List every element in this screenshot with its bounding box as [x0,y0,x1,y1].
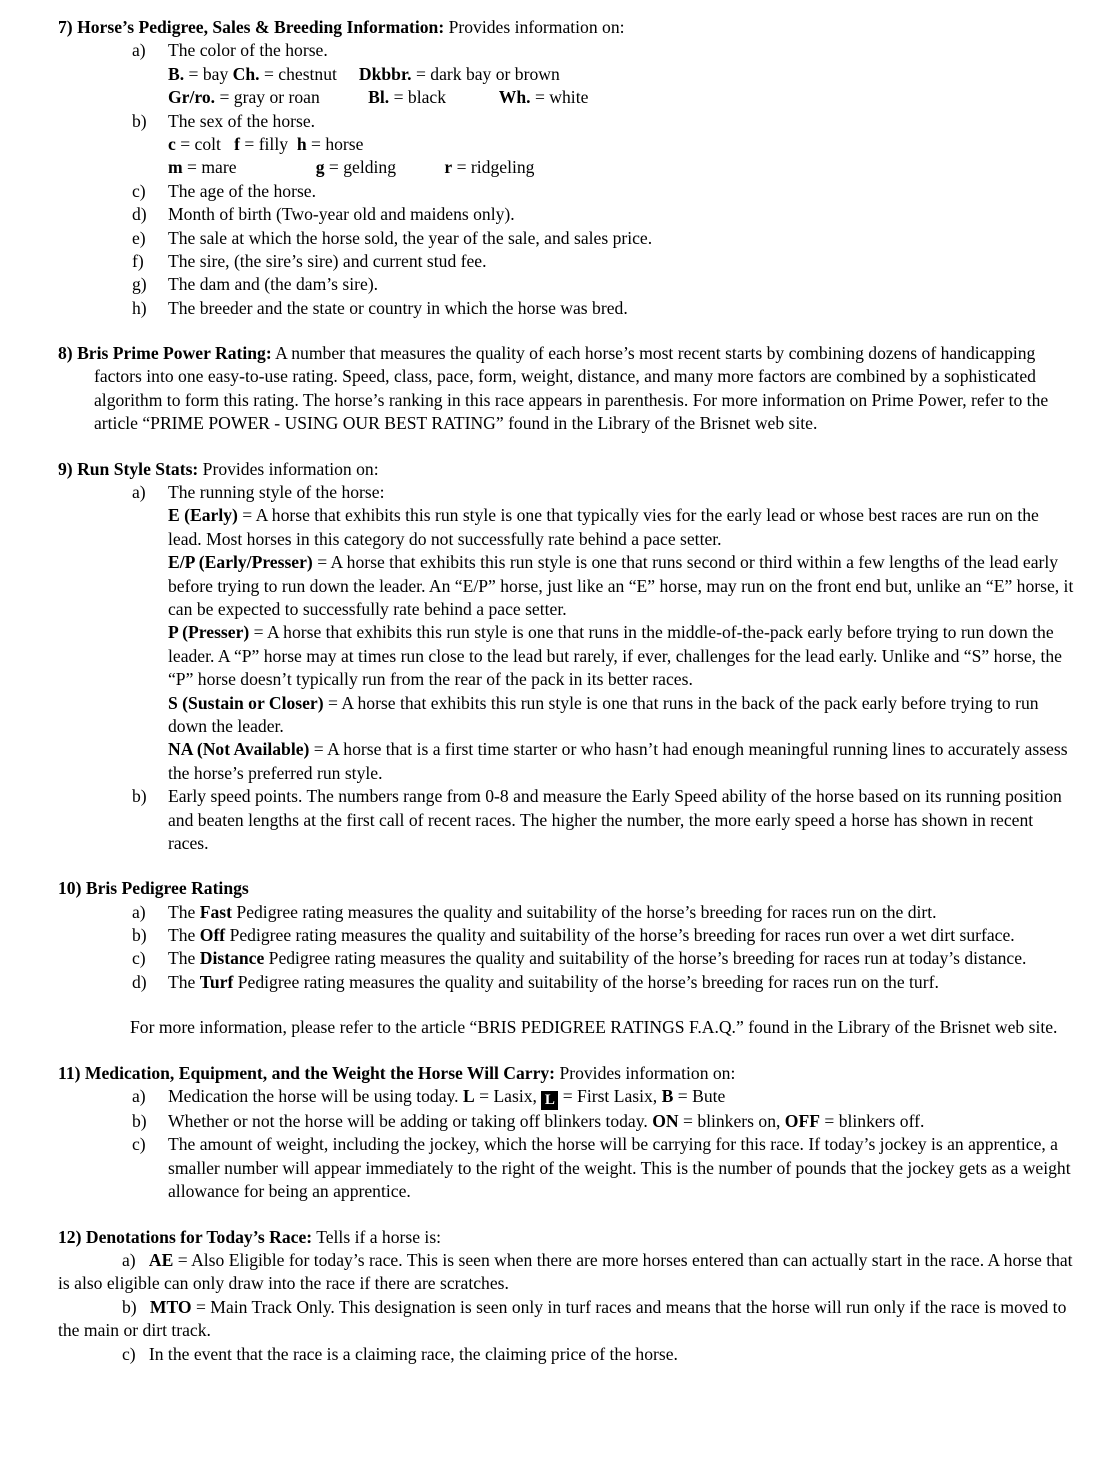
list-marker: a) [132,1086,146,1107]
list-marker: b) [132,110,147,131]
run-style-code-na: NA (Not Available) [168,739,310,760]
run-style-presser [58,621,1075,691]
run-style-def-s: = A horse that exhibits this run style is one that runs in the back of the pack early before trying to run down the leader. [168,692,1039,736]
section-11-title: Medication, Equipment, and the Weight the Horse Will Carry: [84,1062,556,1083]
sex-def-filly: = filly [239,133,297,154]
run-style-def-e: = A horse that exhibits this run style is one that typically vies for the early lead or whose best races are run on the lead. Most horses in this category do not successfully rate behind a pace setter. [168,505,1039,549]
list-item-text: = Also Eligible for today’s race. This is seen when there are more horses entered than can actually start in the race. A horse that is also eligible can only draw into the race if there are scratches. [58,1249,1073,1294]
list-item-7e [58,227,1075,250]
medication-text-3: = First Lasix, [558,1086,662,1107]
list-marker: c) [132,1134,146,1155]
section-10-heading [58,877,1075,900]
list-item-text: The dam and (the dam’s sire). [168,274,379,295]
list-marker: e) [132,227,146,248]
list-item-11c [58,1133,1075,1203]
section-7-heading [58,16,1075,39]
spacer [58,855,1075,877]
list-marker: a) [132,40,146,61]
section-9-items [58,481,1075,855]
list-marker: b) [132,925,147,946]
list-item-10d [58,971,1075,994]
pedigree-rating-fast: Fast [199,901,233,922]
color-code-wh: Wh. [498,87,531,108]
color-def-black: = black [389,87,499,108]
section-8-title: Bris Prime Power Rating: [77,343,272,364]
blinkers-text-2: = blinkers on, [678,1111,785,1132]
color-def-darkbay: = dark bay or brown [411,63,560,84]
color-def-chestnut: = chestnut [259,63,359,84]
sex-abbrev-row-2 [58,156,1075,179]
list-item-7g [58,273,1075,296]
sex-def-colt: = colt [175,133,235,154]
color-def-bay: = bay [184,63,233,84]
list-item-text: The color of the horse. [168,40,328,61]
spacer [58,320,1075,342]
sex-def-horse: = horse [306,133,364,154]
blinkers-on-code: ON [652,1111,679,1132]
list-marker: b) [132,786,147,807]
section-10-number: 10) [58,878,82,899]
list-marker: g) [132,274,147,295]
spacer [58,436,1075,458]
color-def-white: = white [530,87,589,108]
section-8-heading [58,342,1075,436]
list-marker: h) [132,297,147,318]
list-item-post: Pedigree rating measures the quality and suitability of the horse’s breeding for races run over a wet dirt surface. [225,925,1015,946]
run-style-def-p: = A horse that exhibits this run style is one that runs in the middle-of-the-pack early before trying to run down the leader. A “P” horse may at times run close to the lead but rarely, if ever, challenges for the lead early. Unlike and “S” horse, the “P” horse doesn’t typically run from the rear of the pack in its better races. [168,622,1062,690]
section-11 [58,1062,1075,1204]
list-item-7b [58,110,1075,133]
list-item-pre: The [168,948,200,969]
section-10-items [58,901,1075,995]
section-12-title: Denotations for Today’s Race: [85,1226,313,1247]
list-item-7h [58,297,1075,320]
color-code-dkbbr: Dkbbr. [358,63,412,84]
section-12-heading [58,1226,1075,1249]
run-style-code-e: E (Early) [168,505,238,526]
list-item-12a [58,1249,1075,1296]
section-7-number: 7) [58,17,73,37]
section-10-title: Bris Pedigree Ratings [85,878,249,899]
section-10-footnote: For more information, please refer to the article “BRIS PEDIGREE RATINGS F.A.Q.” found in the Library of the Brisnet web site. [130,1017,1058,1038]
sex-def-ridgeling: = ridgeling [452,157,535,178]
color-code-bl: Bl. [368,87,390,108]
list-marker: b) [122,1296,137,1317]
run-style-sustain [58,692,1075,739]
section-7 [58,16,1075,320]
list-marker: a) [122,1249,136,1270]
sex-def-mare: = mare [182,157,316,178]
list-item-pre: The [168,901,200,922]
blinkers-text-1: Whether or not the horse will be adding or taking off blinkers today. [168,1111,653,1132]
list-marker: a) [132,901,146,922]
list-item-pre: The [168,971,200,992]
list-item-10c [58,947,1075,970]
pedigree-rating-turf: Turf [199,971,234,992]
denotation-code-mto: MTO [149,1296,192,1317]
run-style-code-ep: E/P (Early/Presser) [168,552,313,573]
sex-code-g: g [315,157,325,178]
run-style-not-available [58,738,1075,785]
blinkers-text-3: = blinkers off. [819,1111,925,1132]
section-8-number: 8) [58,343,73,364]
list-marker: c) [132,948,146,969]
run-style-code-p: P (Presser) [168,622,250,643]
first-lasix-boxed-icon: L [541,1091,558,1110]
section-12-number: 12) [58,1226,82,1247]
run-style-def-na: = A horse that is a first time starter or who hasn’t had enough meaningful running lines to accurately assess the horse’s preferred run style. [168,739,1068,783]
run-style-code-s: S (Sustain or Closer) [168,692,324,713]
section-7-items [58,39,1075,320]
list-item-text: The age of the horse. [168,180,317,201]
section-9 [58,458,1075,856]
sex-def-gelding: = gelding [324,157,445,178]
section-9-heading [58,458,1075,481]
pedigree-rating-distance: Distance [199,948,265,969]
list-item-text: In the event that the race is a claiming race, the claiming price of the horse. [148,1343,678,1364]
list-item-post: Pedigree rating measures the quality and suitability of the horse’s breeding for races run on the turf. [233,971,939,992]
list-item-text: Month of birth (Two-year old and maidens only). [168,204,515,225]
list-item-9b [58,785,1075,855]
list-item-text: The sale at which the horse sold, the year of the sale, and sales price. [168,227,653,248]
list-item-text: The running style of the horse: [168,482,385,503]
list-item-12b [58,1296,1075,1343]
list-item-text: The sire, (the sire’s sire) and current stud fee. [168,250,487,271]
section-9-number: 9) [58,458,73,479]
medication-text-1: Medication the horse will be using today. [168,1086,463,1107]
color-code-b: B. [168,63,185,84]
section-8 [58,342,1075,436]
list-item-9a [58,481,1075,504]
denotation-code-ae: AE [148,1249,174,1270]
list-marker: c) [132,180,146,201]
list-item-7d [58,203,1075,226]
list-item-12c [58,1343,1075,1366]
section-9-title: Run Style Stats: [77,458,199,479]
color-abbrev-row-2 [58,86,1075,109]
section-10 [58,877,1075,1039]
list-item-text: The amount of weight, including the jockey, which the horse will be carrying for this race. If today’s jockey is an apprentice, a smaller number will appear immediately to the right of the weight. This is the number of pounds that the jockey gets as a weight allowance for being an apprentice. [168,1134,1071,1202]
sex-code-r: r [444,157,453,178]
section-9-lead: Provides information on: [198,458,379,479]
list-marker: a) [132,482,146,503]
sex-code-f: f [234,133,240,154]
section-12 [58,1226,1075,1366]
section-7-title: Horse’s Pedigree, Sales & Breeding Information: [77,17,445,37]
run-style-early [58,504,1075,551]
list-item-text: The sex of the horse. [168,110,316,131]
section-12-items [58,1249,1075,1366]
medication-text-2: = Lasix, [474,1086,542,1107]
list-marker: d) [132,971,147,992]
blinkers-off-code: OFF [784,1111,820,1132]
lasix-code: L [462,1086,475,1107]
list-marker: b) [132,1111,147,1132]
spacer [58,1040,1075,1062]
list-item-10b [58,924,1075,947]
section-8-body: A number that measures the quality of each horse’s most recent starts by combining dozens of handicapping factors into one easy-to-use rating. Speed, class, pace, form, weight, distance, and many more factors are combined by a sophisticated algorithm to form this rating. The horse’s ranking in this race appears in parenthesis. For more information on Prime Power, refer to the article “PRIME POWER - USING OUR BEST RATING” found in the Library of the Brisnet web site. [94,343,1049,434]
sex-code-c: c [168,133,176,154]
section-11-lead: Provides information on: [555,1062,736,1083]
section-11-heading [58,1062,1075,1085]
list-item-pre: The [168,925,200,946]
list-item-post: Pedigree rating measures the quality and suitability of the horse’s breeding for races run on the dirt. [232,901,937,922]
section-12-lead: Tells if a horse is: [312,1226,442,1247]
list-marker: f) [132,250,144,271]
list-item-11b [58,1110,1075,1133]
list-item-7c [58,180,1075,203]
sex-abbrev-row-1 [58,133,1075,156]
spacer [58,1204,1075,1226]
section-11-number: 11) [58,1062,81,1083]
color-abbrev-row-1 [58,63,1075,86]
bute-code: B [661,1086,674,1107]
sex-code-h: h [296,133,307,154]
list-item-7f [58,250,1075,273]
list-marker: d) [132,204,147,225]
color-code-ch: Ch. [232,63,260,84]
list-item-11a [58,1085,1075,1110]
list-item-10a [58,901,1075,924]
color-def-gray: = gray or roan [215,87,369,108]
section-7-lead: Provides information on: [444,17,625,37]
list-item-text: The breeder and the state or country in which the horse was bred. [168,297,628,318]
list-item-7a [58,39,1075,62]
medication-text-4: = Bute [673,1086,726,1107]
run-style-def-ep: = A horse that exhibits this run style is one that runs second or third within a few lengths of the lead early before trying to run down the leader. An “E/P” horse, just like an “E” horse, may run on the front end but, unlike an “E” horse, it can be expected to successfully rate behind a pace setter. [168,552,1074,619]
color-code-grro: Gr/ro. [168,87,216,108]
section-11-items [58,1085,1075,1204]
pedigree-rating-off: Off [199,925,226,946]
list-item-text: = Main Track Only. This designation is seen only in turf races and means that the horse will run only if the race is moved to the main or dirt track. [58,1296,1067,1341]
list-item-post: Pedigree rating measures the quality and suitability of the horse’s breeding for races run at today’s distance. [264,948,1027,969]
sex-code-m: m [168,157,183,178]
spacer [58,994,1075,1016]
run-style-early-presser [58,551,1075,621]
list-marker: c) [122,1343,136,1364]
list-item-text: Early speed points. The numbers range from 0-8 and measure the Early Speed ability of the horse based on its running position and beaten lengths at the first call of recent races. The higher the number, the more early speed a horse has shown in recent races. [168,786,1062,853]
